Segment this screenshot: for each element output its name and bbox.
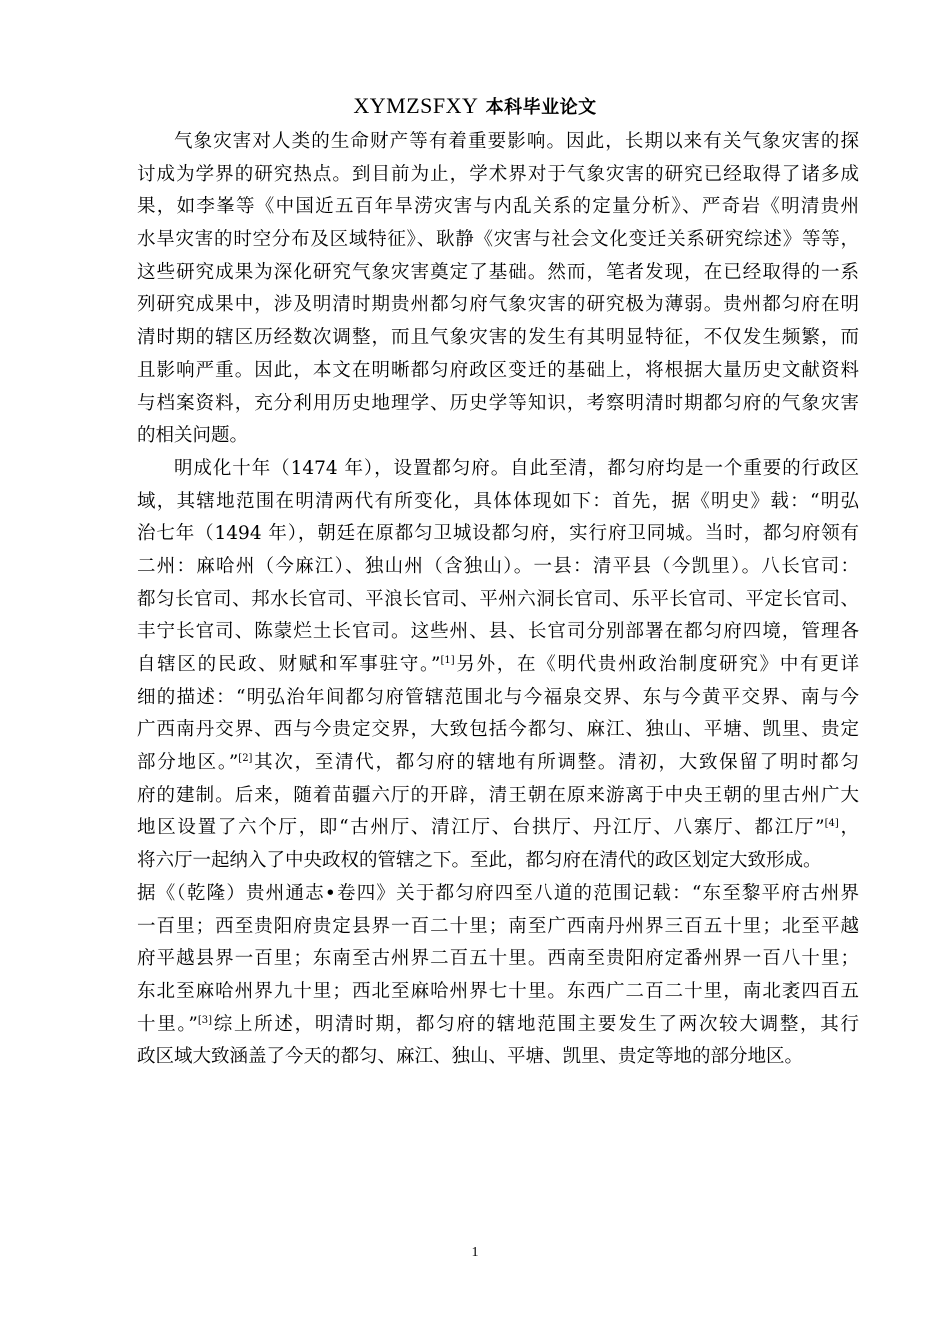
body-line: 十里。”[3]综上所述，明清时期，都匀府的辖地范围主要发生了两次较大调整，其行 (137, 1013, 859, 1035)
body-line: 丰宁长官司、陈蒙烂土长官司。这些州、县、长官司分别部署在都匀府四境，管理各 (137, 621, 859, 643)
body-line: 气象灾害对人类的生命财产等有着重要影响。因此，长期以来有关气象灾害的探 (174, 131, 859, 152)
header-school-code: XYMZSFXY (353, 93, 479, 118)
body-line: 府的建制。后来，随着苗疆六厅的开辟，清王朝在原来游离于中央王朝的里古州广大 (137, 784, 859, 806)
body-line: 东北至麻哈州界九十里；西北至麻哈州界七十里。东西广二百二十里，南北袤四百五 (137, 980, 859, 1002)
body-line: 水旱灾害的时空分布及区域特征》、耿静《灾害与社会文化变迁关系研究综述》等等， (137, 229, 859, 251)
body-line: 二州：麻哈州（今麻江）、独山州（含独山）。一县：清平县（今凯里）。八长官司： (137, 555, 859, 577)
body-line: 自辖区的民政、财赋和军事驻守。”[1]另外，在《明代贵州政治制度研究》中有更详 (137, 654, 859, 675)
header-thesis-label: 本科毕业论文 (485, 97, 597, 118)
body-line: 政区域大致涵盖了今天的都匀、麻江、独山、平塘、凯里、贵定等地的部分地区。 (137, 1046, 804, 1068)
body-text (137, 126, 859, 1074)
body-line: 将六厅一起纳入了中央政权的管辖之下。至此，都匀府在清代的政区划定大致形成。 (137, 850, 822, 872)
page-number: 1 (471, 1245, 479, 1260)
citation-marker: [2] (238, 752, 253, 764)
body-line: 据《（乾隆）贵州通志•卷四》关于都匀府四至八道的范围记载：“东至黎平府古州界 (137, 882, 859, 904)
body-line: 治七年（1494 年），朝廷在原都匀卫城设都匀府，实行府卫同城。当时，都匀府领有 (137, 523, 859, 545)
body-line: 清时期的辖区历经数次调整，而且气象灾害的发生有其明显特征，不仅发生频繁，而 (137, 327, 859, 349)
body-line: 的相关问题。 (137, 425, 249, 447)
body-line: 果，如李峯等《中国近五百年旱涝灾害与内乱关系的定量分析》、严奇岩《明清贵州 (137, 196, 859, 218)
body-line: 讨成为学界的研究热点。到目前为止，学术界对于气象灾害的研究已经取得了诸多成 (137, 163, 859, 185)
body-line: 明成化十年（1474 年），设置都匀府。自此至清，都匀府均是一个重要的行政区 (174, 457, 859, 479)
citation-marker: [4] (824, 818, 839, 830)
citation-marker: [1] (440, 654, 455, 666)
body-line: 与档案资料，充分利用历史地理学、历史学等知识，考察明清时期都匀府的气象灾害 (137, 392, 859, 414)
body-line: 列研究成果中，涉及明清时期贵州都匀府气象灾害的研究极为薄弱。贵州都匀府在明 (137, 294, 859, 316)
body-line: 府平越县界一百里；东南至古州界二百五十里。西南至贵阳府定番州界一百八十里； (137, 948, 859, 970)
body-line: 地区设置了六个厅，即“古州厅、清江厅、台拱厅、丹江厅、八寨厅、都江厅”[4]， (137, 817, 859, 839)
body-line: 部分地区。”[2]其次，至清代，都匀府的辖地有所调整。清初，大致保留了明时都匀 (137, 752, 859, 774)
body-line: 这些研究成果为深化研究气象灾害奠定了基础。然而，笔者发现，在已经取得的一系 (137, 261, 859, 283)
body-line: 广西南丹交界、西与今贵定交界，大致包括今都匀、麻江、独山、平塘、凯里、贵定 (137, 719, 859, 741)
citation-marker: [3] (197, 1014, 213, 1026)
running-header (0, 92, 950, 122)
body-line: 且影响严重。因此，本文在明晰都匀府政区变迁的基础上，将根据大量历史文献资料 (137, 359, 859, 381)
body-line: 都匀长官司、邦水长官司、平浪长官司、平州六洞长官司、乐平长官司、平定长官司、 (137, 588, 859, 610)
body-line: 一百里；西至贵阳府贵定县界一百二十里；南至广西南丹州界三百五十里；北至平越 (137, 915, 859, 937)
body-line: 细的描述：“明弘治年间都匀府管辖范围北与今福泉交界、东与今黄平交界、南与今 (137, 686, 859, 708)
body-line: 域，其辖地范围在明清两代有所变化，具体体现如下：首先，据《明史》载：“明弘 (137, 490, 859, 512)
